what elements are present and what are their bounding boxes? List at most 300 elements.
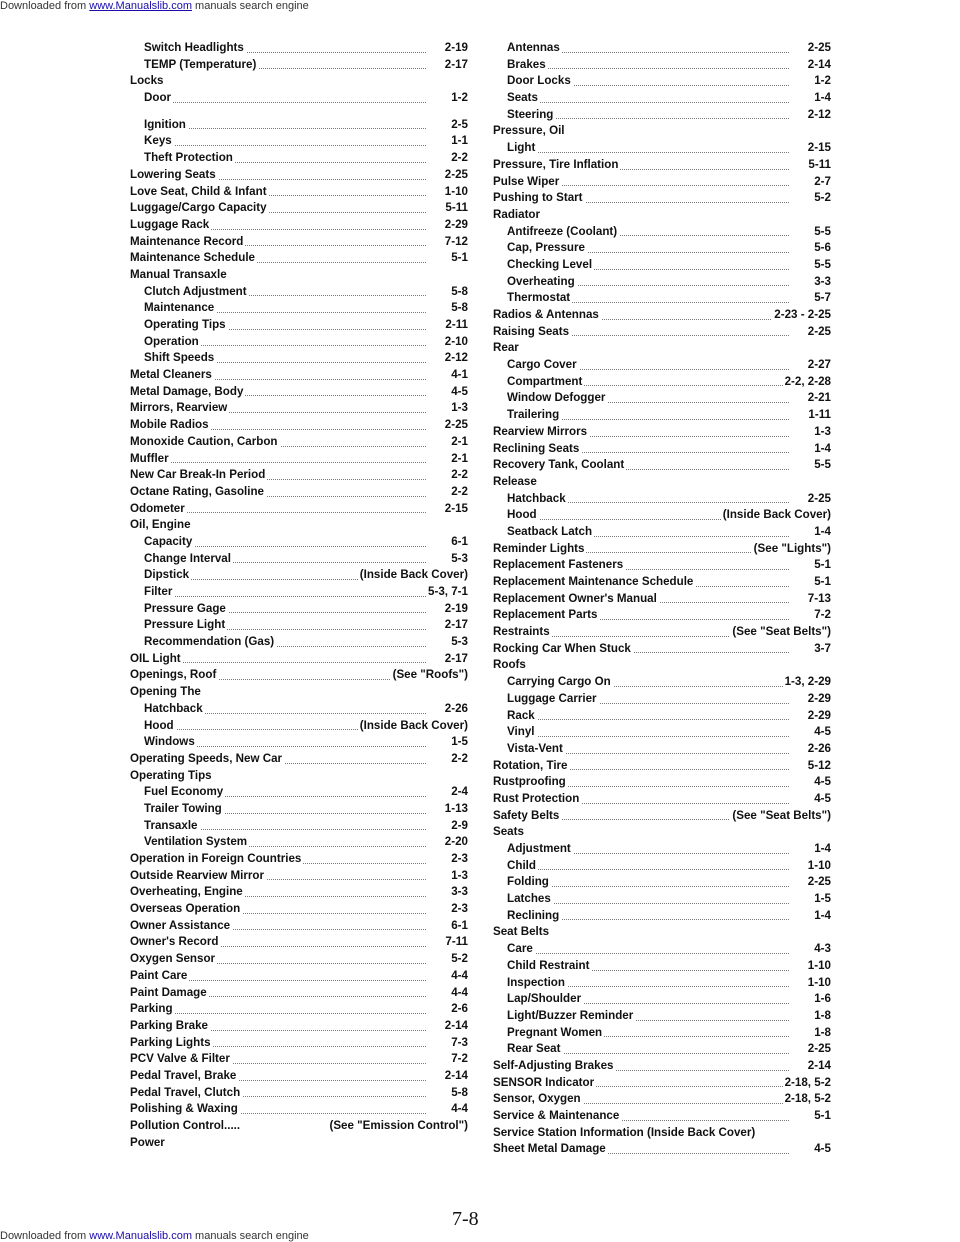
index-entry: [493, 941, 831, 958]
index-term: Operation: [144, 334, 201, 351]
index-page-ref: 5-5: [812, 224, 831, 241]
index-term: Adjustment: [507, 841, 573, 858]
index-entry: [493, 657, 831, 674]
index-term: Octane Rating, Gasoline: [130, 484, 266, 501]
index-term: Vista-Vent: [507, 741, 565, 758]
index-term: PCV Valve & Filter: [130, 1051, 232, 1068]
index-entry: [493, 991, 831, 1008]
index-term: Cargo Cover: [507, 357, 579, 374]
index-page-ref: 2-27: [806, 357, 831, 374]
index-entry: [130, 57, 468, 74]
index-entry: [130, 718, 468, 735]
index-entry: [130, 200, 468, 217]
index-entry: [130, 150, 468, 167]
index-page-ref: 2-29: [806, 708, 831, 725]
index-entry: [493, 257, 831, 274]
index-term: Window Defogger: [507, 390, 607, 407]
index-term: Replacement Parts: [493, 607, 599, 624]
index-entry: [493, 90, 831, 107]
index-entry: [130, 384, 468, 401]
index-term: Raising Seats: [493, 324, 571, 341]
index-term: Rotation, Tire: [493, 758, 570, 775]
index-page-ref: 2-17: [443, 617, 468, 634]
index-term: Trailer Towing: [144, 801, 224, 818]
index-page-ref: 5-3, 7-1: [426, 584, 468, 601]
index-page-ref: 2-25: [443, 167, 468, 184]
index-page-ref: 2-6: [449, 1001, 468, 1018]
index-entry: [493, 340, 831, 357]
index-page-ref: 1-8: [812, 1008, 831, 1025]
index-entry: [130, 284, 468, 301]
index-page-ref: 2-9: [449, 818, 468, 835]
footer-manualslib-link[interactable]: www.Manualslib.com: [89, 1230, 192, 1242]
index-page-ref: 4-5: [812, 774, 831, 791]
index-page-ref: 1-3, 2-29: [783, 674, 831, 691]
index-entry: [130, 617, 468, 634]
index-page-ref: 2-1: [449, 451, 468, 468]
index-entry: [130, 1018, 468, 1035]
index-term: Child: [507, 858, 538, 875]
dot-leader: [130, 462, 426, 463]
index-page-ref: 2-29: [443, 217, 468, 234]
index-page-ref: 1-11: [806, 407, 831, 424]
index-term: Luggage/Cargo Capacity: [130, 200, 269, 217]
index-entry: [130, 501, 468, 518]
index-entry: [130, 951, 468, 968]
index-entry: [493, 624, 831, 641]
index-term: Clutch Adjustment: [144, 284, 249, 301]
index-term: Operating Tips: [144, 317, 228, 334]
index-entry: [493, 874, 831, 891]
index-term: Odometer: [130, 501, 187, 518]
footer-suffix: manuals search engine: [195, 1230, 309, 1242]
index-entry: [130, 117, 468, 134]
index-term: Replacement Maintenance Schedule: [493, 574, 695, 591]
index-page-ref: 2-3: [449, 851, 468, 868]
index-term: Filter: [144, 584, 174, 601]
index-term: Windows: [144, 734, 197, 751]
index-entry: [130, 517, 468, 534]
index-term: TEMP (Temperature): [144, 57, 258, 74]
index-term: Hatchback: [507, 491, 568, 508]
index-entry: [130, 451, 468, 468]
index-term: Love Seat, Child & Infant: [130, 184, 269, 201]
index-entry: [493, 891, 831, 908]
index-entry: [493, 975, 831, 992]
index-entry: [130, 684, 468, 701]
index-term: Pressure, Oil: [493, 123, 567, 140]
index-term: Pregnant Women: [507, 1025, 604, 1042]
index-term: Reminder Lights: [493, 541, 586, 558]
index-entry: [493, 1025, 831, 1042]
index-term: Maintenance Schedule: [130, 250, 257, 267]
index-entry: [493, 691, 831, 708]
index-page-ref: 4-5: [812, 1141, 831, 1158]
index-entry: [130, 784, 468, 801]
index-page-ref: (Inside Back Cover): [721, 507, 831, 524]
index-entry: [493, 1125, 831, 1142]
index-page-ref: 5-8: [449, 300, 468, 317]
index-entry: [130, 400, 468, 417]
index-page-ref: 1-10: [806, 975, 831, 992]
index-term: Muffler: [130, 451, 171, 468]
index-page-ref: 7-2: [812, 607, 831, 624]
index-term: Lowering Seats: [130, 167, 218, 184]
index-entry: [130, 534, 468, 551]
index-page-ref: 2-17: [443, 57, 468, 74]
index-page-ref: 2-3: [449, 901, 468, 918]
index-page-ref: 5-2: [449, 951, 468, 968]
index-entry: [130, 701, 468, 718]
index-page-ref: 2-18, 5-2: [783, 1075, 831, 1092]
download-header: [0, 0, 309, 12]
index-term: Roofs: [493, 657, 528, 674]
index-term: Pedal Travel, Brake: [130, 1068, 238, 1085]
index-entry: [130, 267, 468, 284]
index-page-ref: 4-1: [449, 367, 468, 384]
index-page-ref: 2-2: [449, 150, 468, 167]
index-entry: [493, 190, 831, 207]
index-page-ref: 2-19: [443, 601, 468, 618]
index-page-ref: 1-4: [812, 524, 831, 541]
index-entry: [130, 801, 468, 818]
index-page-ref: 1-3: [449, 868, 468, 885]
index-entry: [130, 317, 468, 334]
index-entry: [493, 57, 831, 74]
index-entry: [130, 234, 468, 251]
index-term: Operation in Foreign Countries: [130, 851, 303, 868]
index-page-ref: 1-10: [443, 184, 468, 201]
download-footer: [0, 1230, 309, 1242]
index-entry: [493, 924, 831, 941]
index-entry: [493, 524, 831, 541]
index-column-right: [493, 40, 831, 1158]
manualslib-link[interactable]: www.Manualslib.com: [89, 0, 192, 12]
index-page-ref: 5-8: [449, 1085, 468, 1102]
index-term: Ignition: [144, 117, 188, 134]
index-term: Recommendation (Gas): [144, 634, 276, 651]
index-entry: [493, 708, 831, 725]
index-entry: [130, 217, 468, 234]
index-entry: [493, 724, 831, 741]
index-term: Compartment: [507, 374, 584, 391]
dot-leader: [507, 152, 789, 153]
index-term: Replacement Owner's Manual: [493, 591, 659, 608]
index-entry: [493, 1091, 831, 1108]
index-entry: [130, 1068, 468, 1085]
index-entry: [493, 824, 831, 841]
index-entry: [130, 90, 468, 107]
index-page-ref: 7-3: [449, 1035, 468, 1052]
index-term: Openings, Roof: [130, 667, 218, 684]
index-entry: [493, 324, 831, 341]
index-term: Pressure, Tire Inflation: [493, 157, 620, 174]
index-entry: [493, 1058, 831, 1075]
index-term: Theft Protection: [144, 150, 235, 167]
dot-leader: [507, 736, 789, 737]
index-term: Rustproofing: [493, 774, 568, 791]
index-term: Door: [144, 90, 173, 107]
index-page-ref: (See "Roofs"): [391, 667, 468, 684]
index-term: Shift Speeds: [144, 350, 216, 367]
index-entry: [130, 434, 468, 451]
index-entry: [130, 1118, 468, 1135]
index-page-ref: 4-4: [449, 1101, 468, 1118]
index-entry: [493, 1041, 831, 1058]
index-term: Switch Headlights: [144, 40, 246, 57]
index-entry: [130, 184, 468, 201]
index-entry: [130, 934, 468, 951]
index-term: Brakes: [507, 57, 548, 74]
index-entry: [493, 107, 831, 124]
index-entry: [130, 367, 468, 384]
index-entry: [493, 407, 831, 424]
index-entry: [130, 40, 468, 57]
index-page-ref: 2-2, 2-28: [783, 374, 831, 391]
index-entry: [493, 1108, 831, 1125]
index-term: Rearview Mirrors: [493, 424, 589, 441]
index-entry: [493, 207, 831, 224]
index-term: Oil, Engine: [130, 517, 193, 534]
index-entry: [493, 40, 831, 57]
index-term: Inspection: [507, 975, 567, 992]
index-page-ref: 2-25: [806, 874, 831, 891]
index-page-ref: 2-25: [806, 1041, 831, 1058]
dot-leader: [144, 145, 426, 146]
index-entry: [493, 474, 831, 491]
page-number: 7-8: [452, 1208, 479, 1230]
index-entry: [130, 167, 468, 184]
index-page-ref: 5-8: [449, 284, 468, 301]
index-entry: [493, 240, 831, 257]
index-entry: [130, 651, 468, 668]
index-page-ref: 7-11: [443, 934, 468, 951]
index-page-ref: 2-25: [806, 40, 831, 57]
index-entry: [493, 224, 831, 241]
index-term: Vinyl: [507, 724, 537, 741]
index-entry: [130, 818, 468, 835]
index-page-ref: 2-12: [443, 350, 468, 367]
index-entry: [130, 133, 468, 150]
index-term: Folding: [507, 874, 551, 891]
index-page-ref: 3-3: [449, 884, 468, 901]
index-page-ref: 5-1: [812, 1108, 831, 1125]
index-page-ref: 1-2: [449, 90, 468, 107]
index-page-ref: 2-19: [443, 40, 468, 57]
index-page-ref: 2-29: [806, 691, 831, 708]
index-entry: [493, 1075, 831, 1092]
index-page-ref: 5-5: [812, 257, 831, 274]
index-page-ref: 3-3: [812, 274, 831, 291]
index-term: Sheet Metal Damage: [493, 1141, 608, 1158]
index-entry: [493, 174, 831, 191]
index-page-ref: 2-14: [806, 57, 831, 74]
index-term: Hood: [144, 718, 176, 735]
index-page-ref: 4-5: [449, 384, 468, 401]
index-term: Owner Assistance: [130, 918, 232, 935]
index-entry: [493, 157, 831, 174]
index-entry: [130, 551, 468, 568]
index-page-ref: 2-10: [443, 334, 468, 351]
index-page-ref: 5-1: [812, 574, 831, 591]
index-term: Mobile Radios: [130, 417, 211, 434]
index-term: Thermostat: [507, 290, 572, 307]
index-term: Change Interval: [144, 551, 233, 568]
index-term: Fuel Economy: [144, 784, 225, 801]
index-page-ref: 1-8: [812, 1025, 831, 1042]
index-entry: [130, 868, 468, 885]
index-entry: [130, 884, 468, 901]
index-column-left: [130, 40, 468, 1151]
index-term: Luggage Rack: [130, 217, 211, 234]
index-page-ref: 5-7: [812, 290, 831, 307]
index-term: Child Restraint: [507, 958, 591, 975]
index-page-ref: 5-1: [812, 557, 831, 574]
index-page-ref: 2-4: [449, 784, 468, 801]
index-page-ref: 2-23 - 2-25: [772, 307, 831, 324]
index-entry: [130, 73, 468, 90]
index-term: Pedal Travel, Clutch: [130, 1085, 242, 1102]
index-entry: [130, 1085, 468, 1102]
index-term: Reclining Seats: [493, 441, 581, 458]
index-page-ref: 6-1: [449, 918, 468, 935]
index-entry: [493, 491, 831, 508]
index-term: Self-Adjusting Brakes: [493, 1058, 615, 1075]
index-page-ref: 5-11: [443, 200, 468, 217]
index-term: Latches: [507, 891, 553, 908]
index-term: Door Locks: [507, 73, 573, 90]
index-term: Operating Speeds, New Car: [130, 751, 284, 768]
index-term: Sensor, Oxygen: [493, 1091, 583, 1108]
index-entry: [130, 985, 468, 1002]
index-term: SENSOR Indicator: [493, 1075, 596, 1092]
index-term: Overheating: [507, 274, 577, 291]
index-entry: [130, 901, 468, 918]
index-entry: [493, 541, 831, 558]
index-term: Seats: [493, 824, 526, 841]
index-entry: [130, 1001, 468, 1018]
index-page-ref: (Inside Back Cover): [358, 567, 468, 584]
index-page-ref: 1-5: [812, 891, 831, 908]
index-term: Parking Brake: [130, 1018, 210, 1035]
index-term: Operating Tips: [130, 768, 214, 785]
index-entry: [493, 1141, 831, 1158]
index-page-ref: 2-15: [443, 501, 468, 518]
dot-leader: [144, 596, 426, 597]
index-term: Transaxle: [144, 818, 200, 835]
index-entry: [493, 858, 831, 875]
index-page-ref: 1-4: [812, 908, 831, 925]
index-term: Capacity: [144, 534, 194, 551]
index-page-ref: 7-2: [449, 1051, 468, 1068]
index-term: Ventilation System: [144, 834, 249, 851]
index-term: Keys: [144, 133, 174, 150]
index-entry: [130, 1051, 468, 1068]
index-entry: [493, 1008, 831, 1025]
index-term: Pulse Wiper: [493, 174, 561, 191]
index-term: Polishing & Waxing: [130, 1101, 240, 1118]
index-page-ref: 2-12: [806, 107, 831, 124]
index-entry: [130, 751, 468, 768]
index-page-ref: 2-15: [806, 140, 831, 157]
index-term: Seatback Latch: [507, 524, 594, 541]
dot-leader: [507, 953, 789, 954]
index-entry: [493, 774, 831, 791]
index-page-ref: (See "Lights"): [752, 541, 831, 558]
index-entry: [130, 851, 468, 868]
index-page-ref: 2-25: [806, 491, 831, 508]
index-page-ref: 7-12: [443, 234, 468, 251]
index-page-ref: 4-5: [812, 791, 831, 808]
index-term: Antifreeze (Coolant): [507, 224, 619, 241]
index-page-ref: 7-13: [806, 591, 831, 608]
index-page-ref: 4-4: [449, 985, 468, 1002]
index-entry: [493, 758, 831, 775]
index-page-ref: 2-7: [812, 174, 831, 191]
index-page-ref: 1-4: [812, 841, 831, 858]
index-term: New Car Break-In Period: [130, 467, 267, 484]
index-entry: [493, 791, 831, 808]
index-term: Radios & Antennas: [493, 307, 601, 324]
index-entry: [493, 607, 831, 624]
index-term: Steering: [507, 107, 555, 124]
index-page-ref: 5-11: [806, 157, 831, 174]
index-page-ref: 1-3: [449, 400, 468, 417]
header-suffix: manuals search engine: [195, 0, 309, 12]
index-term: Care: [507, 941, 535, 958]
index-term: Reclining: [507, 908, 561, 925]
index-term: OIL Light: [130, 651, 183, 668]
index-page-ref: 5-12: [806, 758, 831, 775]
index-term: Seat Belts: [493, 924, 551, 941]
index-term: Pollution Control.....: [130, 1118, 242, 1135]
index-entry: [130, 250, 468, 267]
index-term: Light/Buzzer Reminder: [507, 1008, 635, 1025]
index-term: Service & Maintenance: [493, 1108, 621, 1125]
index-term: Monoxide Caution, Carbon: [130, 434, 280, 451]
index-term: Rocking Car When Stuck: [493, 641, 633, 658]
index-entry: [493, 441, 831, 458]
index-term: Paint Damage: [130, 985, 209, 1002]
index-page-ref: 1-4: [812, 441, 831, 458]
index-entry: [130, 417, 468, 434]
index-page-ref: (See "Seat Belts"): [730, 624, 831, 641]
index-page-ref: 1-5: [449, 734, 468, 751]
index-term: Dipstick: [144, 567, 191, 584]
index-term: Trailering: [507, 407, 561, 424]
index-page-ref: 3-7: [812, 641, 831, 658]
index-entry: [130, 667, 468, 684]
index-term: Mirrors, Rearview: [130, 400, 229, 417]
index-page-ref: 5-3: [449, 551, 468, 568]
index-entry: [130, 918, 468, 935]
index-entry: [130, 834, 468, 851]
index-entry: [493, 307, 831, 324]
dot-leader: [144, 102, 426, 103]
index-entry: [130, 968, 468, 985]
index-entry: [493, 591, 831, 608]
index-term: Parking: [130, 1001, 175, 1018]
index-entry: [130, 1035, 468, 1052]
index-term: Carrying Cargo On: [507, 674, 613, 691]
index-term: Restraints: [493, 624, 552, 641]
index-entry: [130, 634, 468, 651]
index-entry: [493, 274, 831, 291]
index-page-ref: 2-17: [443, 651, 468, 668]
index-page-ref: 1-10: [806, 958, 831, 975]
index-term: Parking Lights: [130, 1035, 213, 1052]
index-term: Lap/Shoulder: [507, 991, 583, 1008]
